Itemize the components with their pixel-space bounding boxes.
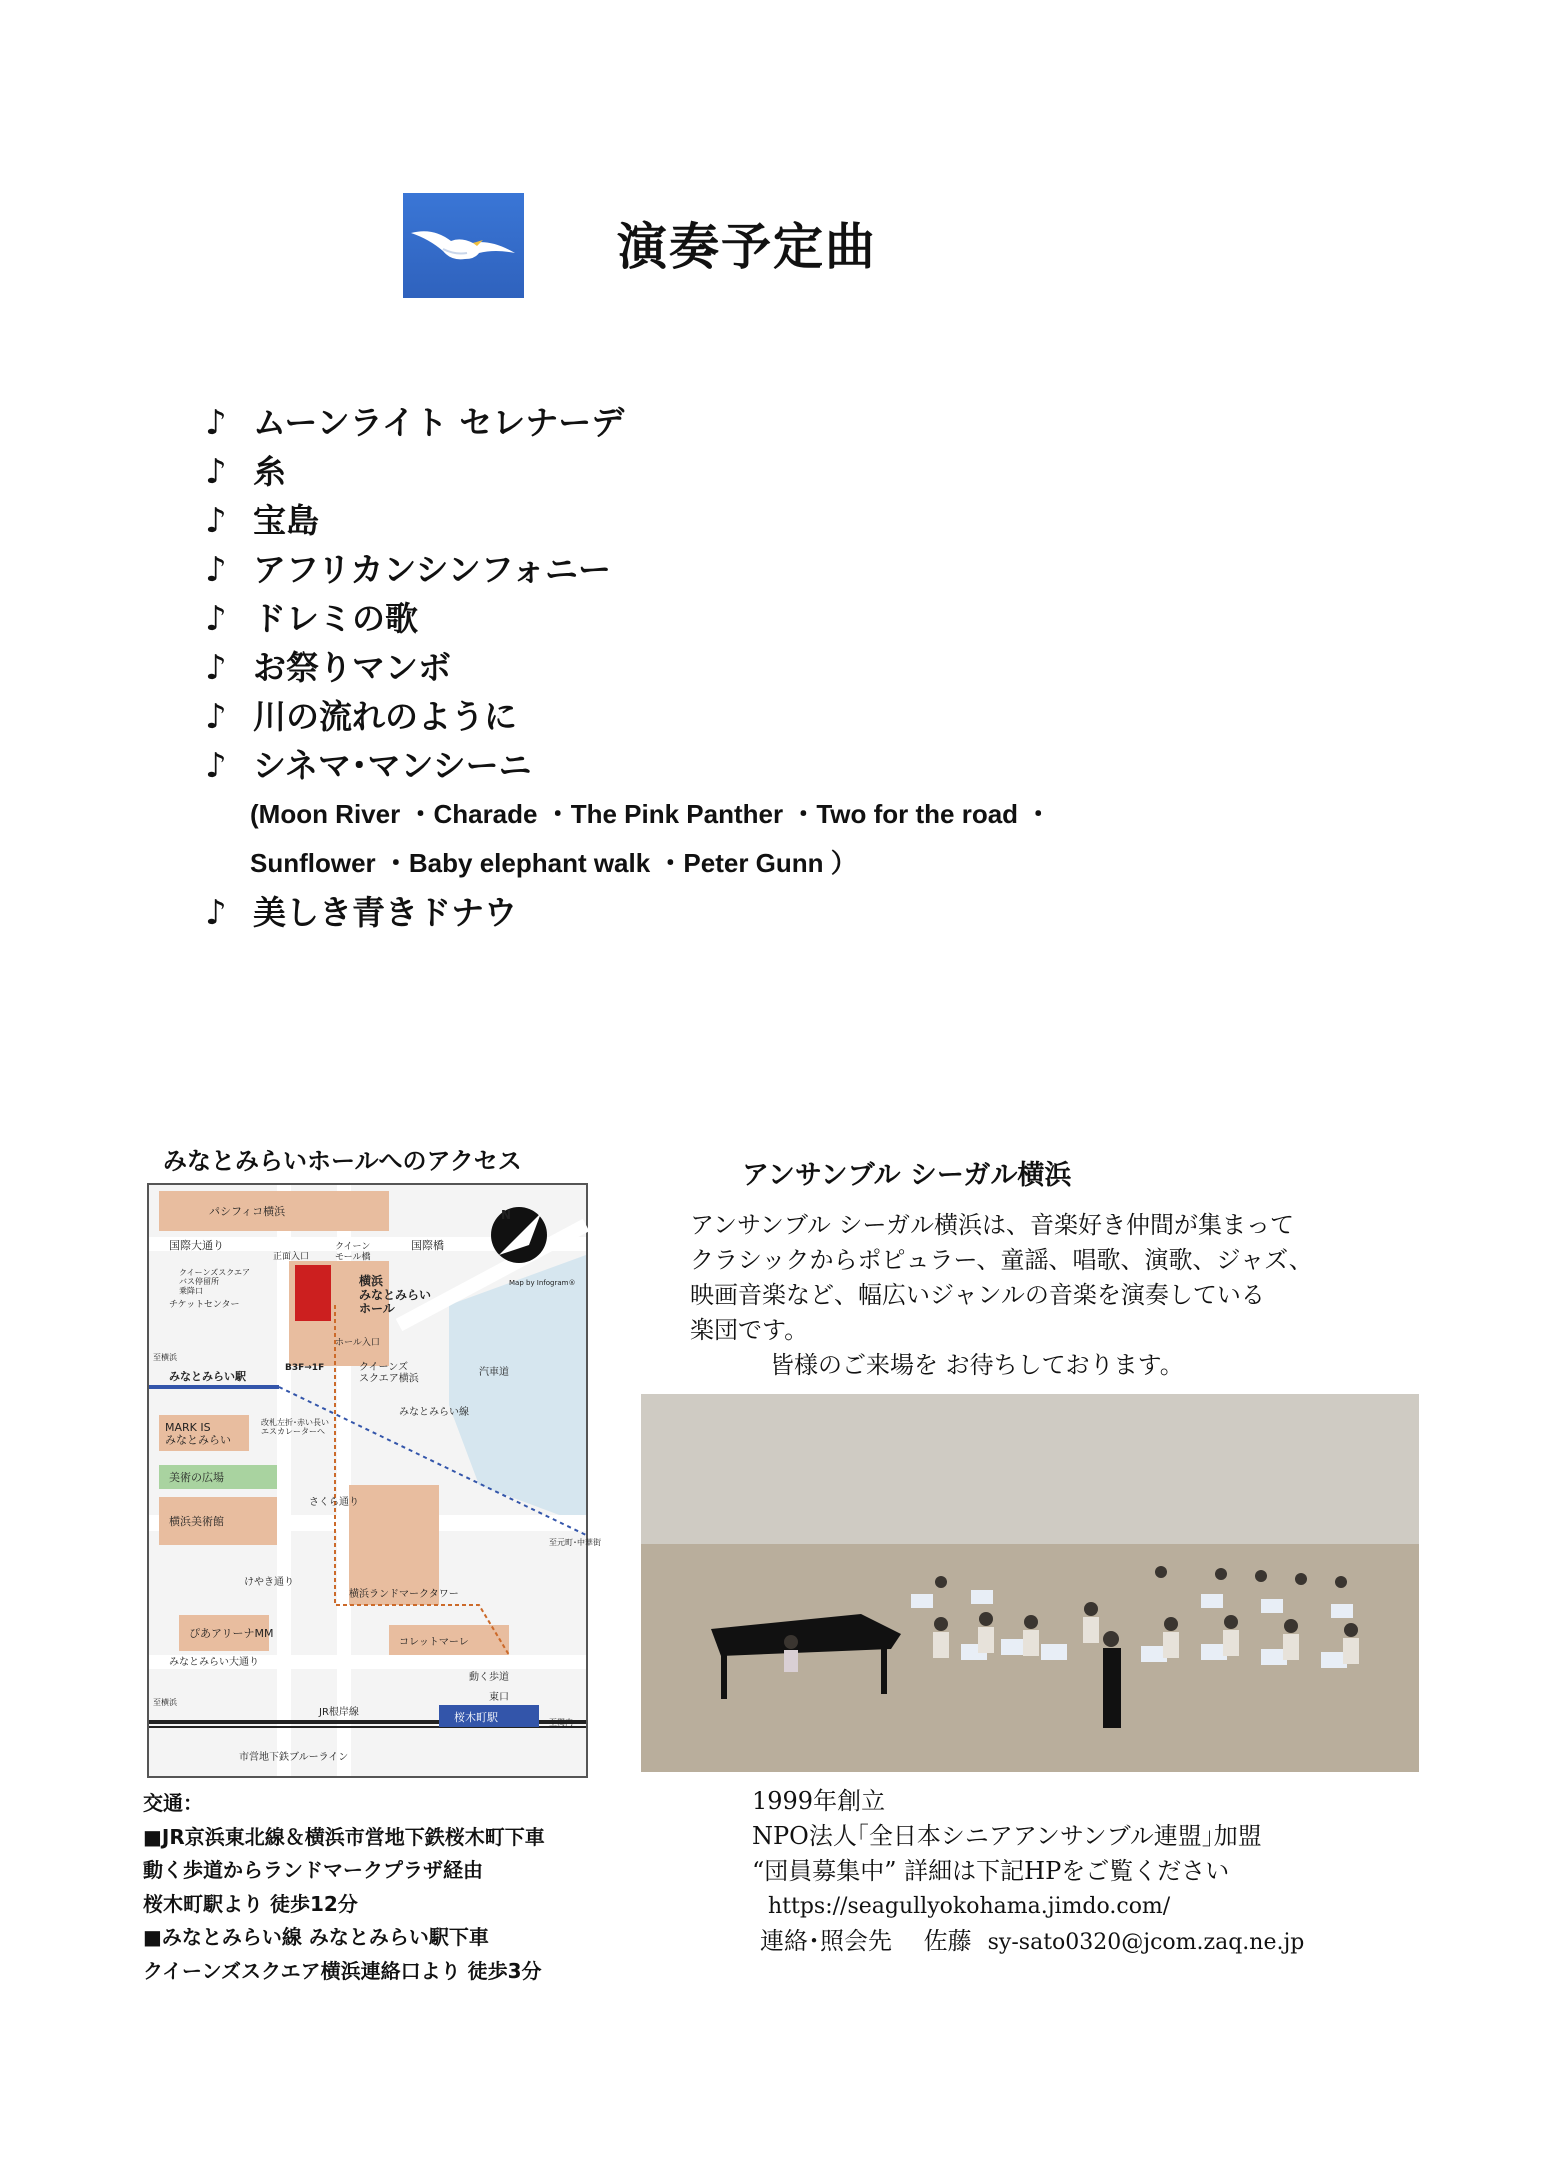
seagull-logo [403,193,524,298]
contact-line: 連絡･照会先 佐藤 sy-sato0320@jcom.zaq.ne.jp [760,1927,1305,1955]
map-label: 正面入口 [273,1252,310,1262]
map-label: 美術の広場 [169,1471,224,1484]
song-item: ♪ 糸 [205,451,286,492]
map-label: 桜木町駅 [454,1711,498,1724]
map-label: B3F→1F [285,1363,325,1373]
music-note-icon: ♪ [205,745,227,786]
ensemble-description: アンサンブル シーガル横浜は、音楽好き仲間が集まって クラシックからポピュラー、童謡、唱歌、演歌、ジャズ、 映画音楽など、幅広いジャンルの音楽を演奏している 楽団です。 皆様のご来場を お待ちしております。 [690,1211,1313,1379]
song-item: ♪ ムーンライト セレナーデ [205,402,625,443]
music-note-icon: ♪ [205,598,227,639]
ensemble-title: アンサンブル シーガル横浜 [742,1160,1072,1191]
song-list [205,398,1305,937]
map-label: 至元町･中華街 [549,1538,601,1547]
map-label: N [501,1208,512,1222]
map-label: 横浜美術館 [169,1515,224,1528]
map-label: クイーンモール橋 [335,1242,371,1263]
access-title: みなとみらいホールへのアクセス [163,1147,522,1175]
ensemble-info: 1999年創立 NPO法人｢全日本シニアアンサンブル連盟｣加盟 “団員募集中” 詳細は下記HPをご覧ください https://seagullyokohama.jimdo.com/ 連絡･照会先 佐藤 sy-sato0320@jcom.zaq.ne.jp [752,1784,1304,1960]
medley-list [250,790,1305,888]
music-note-icon: ♪ [205,402,227,443]
song-item: ♪ 川の流れのように [205,696,517,737]
map-label: コレットマーレ [399,1637,469,1648]
map-label: JR根岸線 [319,1707,359,1718]
map-label: みなとみらい駅 [169,1370,246,1383]
map-label: みなとみらい線 [399,1407,469,1418]
access-map [147,1183,601,1778]
song-item: ♪ シネマ･マンシーニ [205,745,532,786]
map-label: みなとみらい大通り [169,1657,259,1668]
transport-info: 交通： ■JR京浜東北線＆横浜市営地下鉄桜木町下車 動く歩道からランドマークプラザ経由 桜木町駅より 徒歩12分 ■みなとみらい線 みなとみらい駅下車 クイーンズスクエア横浜連絡口より 徒歩3分 [143,1791,545,1983]
map-label: 動く歩道 [469,1672,509,1683]
map-label: 改札左折･赤い長いエスカレーターへ [261,1418,329,1437]
map-label: 国際大通り [169,1239,224,1252]
map-label: ホール入口 [335,1338,380,1348]
map-label: ぴあアリーナMM [189,1627,274,1640]
map-label: パシフィコ横浜 [209,1205,286,1218]
map-label: 横浜ランドマークタワー [349,1589,459,1600]
map-label: 至関内 [549,1718,573,1727]
music-note-icon: ♪ [205,892,227,933]
medley-line: (Moon River ・Charade ・The Pink Panther ・Two for the road ・ [250,799,1052,829]
map-label: MARK IS みなとみらい [165,1421,231,1447]
music-note-icon: ♪ [205,500,227,541]
map-label: 至横浜 [153,1698,177,1707]
music-note-icon: ♪ [205,696,227,737]
ensemble-photo [641,1394,1419,1772]
music-note-icon: ♪ [205,647,227,688]
map-label: さくら通り [309,1497,359,1508]
map-label: チケットセンター [169,1300,240,1310]
map-label: 東口 [489,1692,509,1703]
map-label: けやき通り [244,1577,294,1588]
song-item: ♪ アフリカンシンフォニー [205,549,612,590]
music-note-icon: ♪ [205,549,227,590]
website-link[interactable]: https://seagullyokohama.jimdo.com/ [768,1894,1171,1919]
page-title: 演奏予定曲 [617,218,877,276]
email-link[interactable]: sy-sato0320@jcom.zaq.ne.jp [987,1930,1305,1955]
map-label: 至横浜 [153,1353,177,1362]
medley-line: Sunflower ・Baby elephant walk ・Peter Gunn ） [250,848,857,878]
map-label: クイーンズスクエアバス停留所乗降口 [179,1268,251,1296]
map-label: 国際橋 [411,1239,444,1252]
song-item: ♪ 美しき青きドナウ [205,892,517,933]
hall-marker [295,1265,331,1321]
seagull-icon [403,193,524,298]
song-item: ♪ お祭りマンボ [205,647,451,688]
map-label: 市営地下鉄ブルーライン [239,1752,349,1763]
song-item: ♪ ドレミの歌 [205,598,418,639]
map-label: Map by Infogram® [509,1279,576,1287]
map-label: クイーンズスクエア横浜 [359,1362,419,1385]
song-item: ♪ 宝島 [205,500,319,541]
map-label: 横浜みなとみらいホール [359,1274,432,1316]
music-note-icon: ♪ [205,451,227,492]
map-label: 汽車道 [479,1367,509,1378]
